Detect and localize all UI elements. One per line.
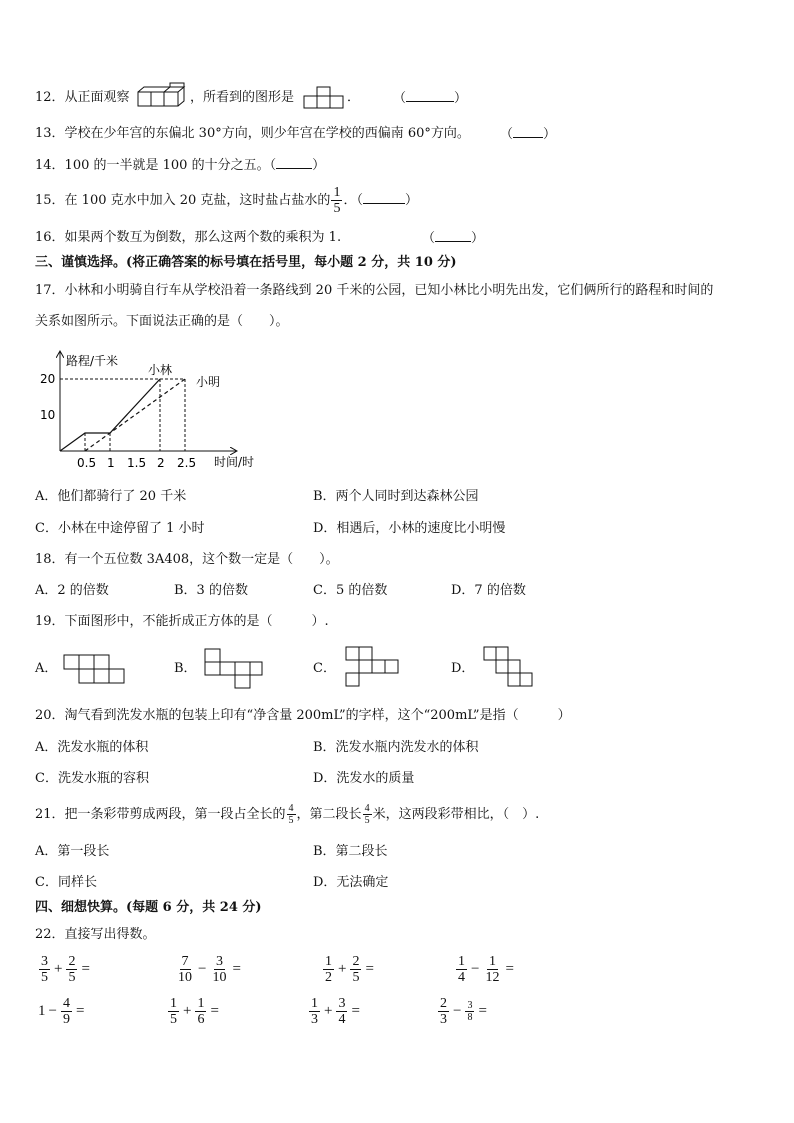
q16: 16．如果两个数互为倒数，那么这两个数的乘积为 1. [35,230,342,245]
q19-net-d [482,645,536,689]
series-line-xiaoming [85,379,185,451]
q21-option-d[interactable]: D．无法确定 [313,875,389,890]
x-axis-label: 时间/时 [214,455,255,469]
q12-rest: ，所看到的图形是 [190,90,295,105]
q20: 20．淘气看到洗发水瓶的包装上印有“净含量 200mL”的字样，这个“200mL”是指（ ） [35,708,571,723]
q18: 18．有一个五位数 3A408，这个数一定是（ ）。 [35,552,339,567]
section-3-heading: 三、谨慎选择。(将正确答案的标号填在括号里，每小题 2 分，共 10 分) [35,255,457,270]
q14: 14．100 的一半就是 100 的十分之五。（ ） [35,158,326,173]
q21: 21．把一条彩带剪成两段，第一段占全长的 $\frac{4}{5}$ ，第二段长 $\frac{4}{5}$ 米，这两段彩带相比，（ ）. [35,803,540,826]
q19-option-c[interactable]: C． [313,661,336,676]
q15-answer-blank[interactable] [363,191,405,204]
q18-option-d[interactable]: D．7 的倍数 [451,583,526,598]
y-axis-label: 路程/千米 [66,354,119,368]
q21-option-a[interactable]: A．第一段长 [35,844,110,859]
q13: 13．学校在少年宫的东偏北 30°方向，则少年宫在学校的西偏南 60°方向。 [35,126,470,141]
q19-option-d[interactable]: D． [451,661,475,676]
q16-answer-blank[interactable]: （ ） [422,231,485,246]
q15-fraction: $\frac{1}{5}$ [333,185,341,216]
series-label-xiaoming: 小明 [196,375,221,389]
calc-4: $\frac{1}{4}$ − $\frac{1}{12}$ = [458,954,514,986]
series-label-xiaolin: 小林 [148,363,173,377]
q17-line2: 关系如图所示。下面说法正确的是（ ）。 [35,314,289,329]
q15: 15．在 100 克水中加入 20 克盐，这时盐占盐水的 $\frac{1}{5}$ ．（ ） [35,185,418,216]
q20-option-c[interactable]: C．洗发水瓶的容积 [35,771,149,786]
q21-option-b[interactable]: B．第二段长 [313,844,388,859]
q17-line1: 17．小林和小明骑自行车从学校沿着一条路线到 20 千米的公园，已知小林比小明先出发，它们俩所行的路程和时间的 [35,283,714,298]
q12-period: ． [347,90,361,105]
q20-option-b[interactable]: B．洗发水瓶内洗发水的体积 [313,740,479,755]
q12-solid-figure [136,82,188,108]
q20-option-a[interactable]: A．洗发水瓶的体积 [35,740,149,755]
x-tick-label: 1.5 [127,456,147,470]
x-tick-label: 2 [157,456,165,470]
x-tick-label: 0.5 [77,456,97,470]
section-4-heading: 四、细想快算。(每题 6 分，共 24 分) [35,900,262,915]
q19: 19．下面图形中，不能折成正方体的是（ ）. [35,614,329,629]
q19-option-b[interactable]: B． [174,661,197,676]
q20-option-d[interactable]: D．洗发水的质量 [313,771,415,786]
q18-option-b[interactable]: B．3 的倍数 [174,583,248,598]
q17-option-d[interactable]: D．相遇后，小林的速度比小明慢 [313,521,506,536]
q17-option-a[interactable]: A．他们都骑行了 20 千米 [35,489,187,504]
q19-net-b [203,647,265,691]
distance-time-chart [36,348,276,476]
calc-7: $\frac{1}{3}$ + $\frac{3}{4}$ = [311,996,360,1028]
x-tick-label: 1 [107,456,115,470]
calc-1: $\frac{3}{5}$ + $\frac{2}{5}$ = [41,954,90,986]
q12-answer-blank[interactable]: （ ） [393,91,468,106]
calc-6: $\frac{1}{5}$ + $\frac{1}{6}$ = [170,996,219,1028]
q14-answer-blank[interactable] [276,156,312,169]
q19-net-a [62,653,128,685]
q19-option-a[interactable]: A． [35,661,58,676]
q22: 22．直接写出得数。 [35,927,156,942]
q21-option-c[interactable]: C．同样长 [35,875,97,890]
y-tick-label: 10 [40,408,56,422]
calc-8: $\frac{2}{3}$ − $\frac{3}{8}$ = [440,996,487,1028]
y-tick-label: 20 [40,372,56,386]
calc-3: $\frac{1}{2}$ + $\frac{2}{5}$ = [325,954,374,986]
q13-answer-blank[interactable]: （ ） [500,127,557,142]
x-tick-label: 2.5 [177,456,197,470]
calc-5: 1 − $\frac{4}{9}$ = [38,996,85,1028]
q12: 12．从正面观察 [35,90,130,105]
q18-option-a[interactable]: A．2 的倍数 [35,583,109,598]
q18-option-c[interactable]: C．5 的倍数 [313,583,388,598]
q17-option-c[interactable]: C．小林在中途停留了 1 小时 [35,521,205,536]
q19-net-c [344,645,402,689]
q12-answer-view [303,85,345,109]
q17-option-b[interactable]: B．两个人同时到达森林公园 [313,489,479,504]
calc-2: $\frac{7}{10}$ − $\frac{3}{10}$ = [178,954,241,986]
